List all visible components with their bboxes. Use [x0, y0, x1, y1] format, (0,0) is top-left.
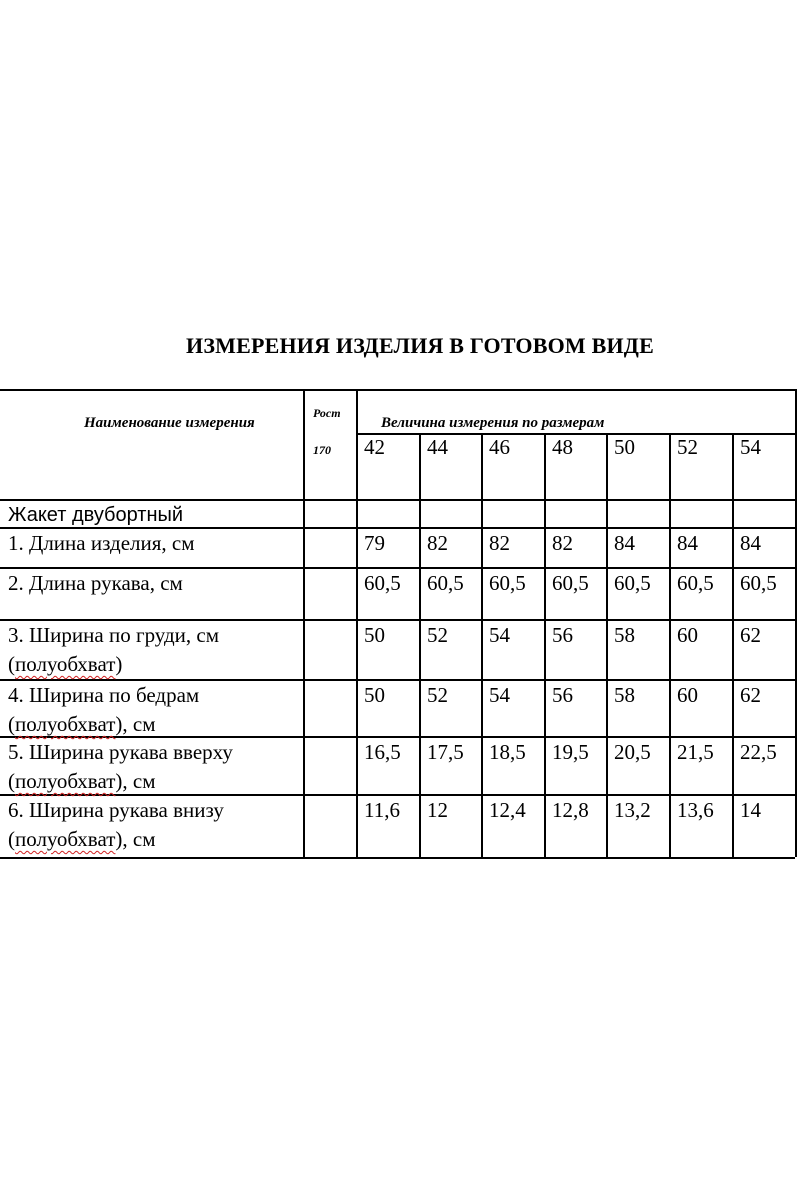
measurement-value: 56	[552, 623, 573, 647]
measurement-value: 82	[427, 531, 448, 555]
measurement-value: 82	[489, 531, 510, 555]
measurement-value: 60,5	[489, 571, 526, 595]
height-value: 170	[313, 443, 331, 457]
product-name: Жакет двубортный	[8, 504, 184, 526]
measurement-value: 50	[364, 623, 385, 647]
row-label-second-line	[8, 650, 122, 678]
measurement-value: 52	[427, 683, 448, 707]
row-label-prefix: (	[8, 652, 15, 676]
measurement-value: 58	[614, 623, 635, 647]
row-label-second-line	[8, 825, 156, 853]
table-rule	[356, 389, 358, 857]
measurement-value: 16,5	[364, 740, 401, 764]
table-border-right	[795, 389, 797, 857]
measurement-value: 13,6	[677, 798, 714, 822]
row-label-suffix: )	[115, 652, 123, 676]
table-rule	[0, 499, 795, 501]
table-rule	[732, 433, 734, 857]
row-label: 4. Ширина по бедрам	[8, 683, 200, 707]
size-header-cell: 44	[427, 435, 448, 459]
measurement-value: 60,5	[614, 571, 651, 595]
row-label-prefix: (	[8, 712, 15, 736]
measurement-value: 60	[677, 623, 698, 647]
row-label: 2. Длина рукава, см	[8, 571, 183, 595]
spellcheck-underlined-word: полуобхват	[15, 712, 116, 736]
measurement-value: 58	[614, 683, 635, 707]
spellcheck-underlined-word: полуобхват	[15, 769, 116, 793]
spellcheck-underlined-word: полуобхват	[15, 827, 116, 851]
measurement-value: 60,5	[552, 571, 589, 595]
table-rule	[669, 433, 671, 857]
measurement-value: 60,5	[740, 571, 777, 595]
table-border-top	[0, 389, 795, 391]
measurement-value: 54	[489, 623, 510, 647]
row-label-second-line	[8, 767, 156, 795]
spellcheck-underlined-word: полуобхват	[15, 652, 116, 676]
table-rule	[0, 857, 795, 859]
row-label-suffix: ), см	[115, 827, 156, 851]
size-header-cell: 46	[489, 435, 510, 459]
row-label-suffix: ), см	[115, 769, 156, 793]
measurement-value: 84	[677, 531, 698, 555]
table-rule	[356, 433, 795, 435]
measurement-value: 20,5	[614, 740, 651, 764]
name-column-header: Наименование измерения	[84, 415, 255, 431]
measurement-value: 79	[364, 531, 385, 555]
table-rule	[544, 433, 546, 857]
measurement-value: 11,6	[364, 798, 400, 822]
measurement-value: 60,5	[364, 571, 401, 595]
row-label: 3. Ширина по груди, см	[8, 623, 220, 647]
table-rule	[481, 433, 483, 857]
measurement-value: 12,4	[489, 798, 526, 822]
row-label-second-line	[8, 710, 156, 738]
measurement-value: 52	[427, 623, 448, 647]
row-label: 1. Длина изделия, см	[8, 531, 195, 555]
measurement-value: 54	[489, 683, 510, 707]
table-rule	[606, 433, 608, 857]
sizes-header: Величина измерения по размерам	[381, 415, 605, 431]
measurement-value: 12	[427, 798, 448, 822]
page-title: ИЗМЕРЕНИЯ ИЗДЕЛИЯ В ГОТОВОМ ВИДЕ	[186, 333, 654, 358]
size-header-cell: 42	[364, 435, 385, 459]
measurements-table	[0, 389, 800, 859]
row-label: 6. Ширина рукава внизу	[8, 798, 224, 822]
measurement-value: 14	[740, 798, 761, 822]
measurement-value: 60,5	[427, 571, 464, 595]
table-rule	[303, 389, 305, 857]
row-label-prefix: (	[8, 769, 15, 793]
size-header-cell: 52	[677, 435, 698, 459]
measurement-value: 56	[552, 683, 573, 707]
size-header-cell: 48	[552, 435, 573, 459]
size-header-cell: 54	[740, 435, 761, 459]
measurement-value: 50	[364, 683, 385, 707]
measurement-value: 12,8	[552, 798, 589, 822]
row-label-prefix: (	[8, 827, 15, 851]
measurement-value: 18,5	[489, 740, 526, 764]
measurement-value: 62	[740, 683, 761, 707]
measurement-value: 60,5	[677, 571, 714, 595]
row-label-suffix: ), см	[115, 712, 156, 736]
size-header-cell: 50	[614, 435, 635, 459]
measurement-value: 13,2	[614, 798, 651, 822]
measurement-value: 82	[552, 531, 573, 555]
measurement-value: 21,5	[677, 740, 714, 764]
measurement-value: 19,5	[552, 740, 589, 764]
measurement-value: 60	[677, 683, 698, 707]
measurement-value: 22,5	[740, 740, 777, 764]
table-rule	[419, 433, 421, 857]
height-label: Рост	[313, 406, 341, 420]
measurement-value: 17,5	[427, 740, 464, 764]
row-label: 5. Ширина рукава вверху	[8, 740, 233, 764]
measurement-value: 84	[740, 531, 761, 555]
measurement-value: 62	[740, 623, 761, 647]
measurement-value: 84	[614, 531, 635, 555]
